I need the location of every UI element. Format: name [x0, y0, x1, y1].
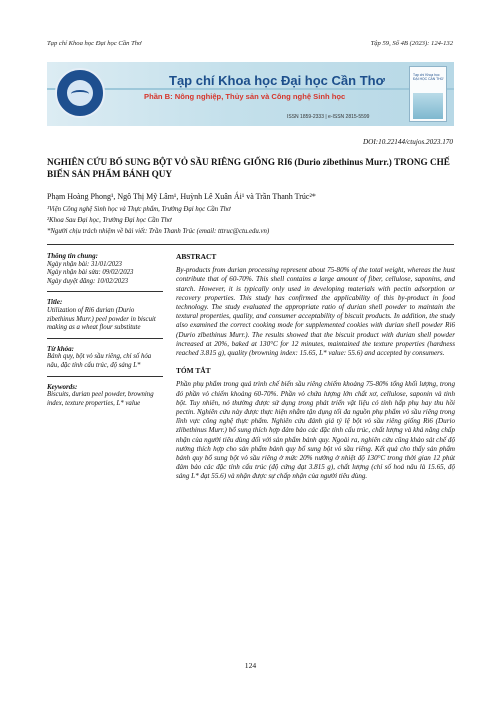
cover-image: [413, 93, 443, 119]
banner-subtitle: Phần B: Nông nghiệp, Thủy sản và Công nghệ Sinh học: [144, 92, 346, 101]
summary-heading: TÓM TẮT: [176, 366, 211, 376]
abstract-column: [176, 252, 455, 482]
divider: [47, 291, 163, 292]
running-header-left: Tạp chí Khoa học Đại học Cần Thơ: [47, 40, 142, 47]
article-info-column: [47, 252, 163, 408]
affiliation-2: ²Khoa Sau Đại học, Trường Đại học Cần Thơ: [47, 217, 172, 224]
keywords-en-heading: Keywords:: [47, 382, 78, 391]
authors: Phạm Hoàng Phong¹, Ngô Thị Mỹ Lâm¹, Huỳnh Lê Xuân Ái¹ và Trần Thanh Trúc²*: [47, 192, 316, 201]
page-number: 124: [244, 661, 257, 670]
divider: [47, 376, 163, 377]
cover-text: Tạp chí Khoa học ĐẠI HỌC CẦN THƠ: [413, 73, 444, 82]
accepted-date: Ngày duyệt đăng: 10/02/2023: [47, 277, 128, 285]
keywords-vi-heading: Từ khóa:: [47, 344, 74, 353]
university-logo-icon: [55, 68, 105, 118]
title-en: Utilization of Ri6 durian (Durio zibethinus Murr.) peel powder in biscuit making as a wheat flour substitute: [47, 306, 156, 332]
affiliation-1: ¹Viện Công nghệ Sinh học và Thực phẩm, Trường Đại học Cần Thơ: [47, 206, 231, 213]
summary-text: Phần phụ phẩm trong quá trình chế biến sầu riêng chiếm khoảng 75-80% tổng khối lượng, trong đó phần vỏ chiếm khoảng 60-70%. Phần vỏ chứa lượng lớn chất xơ, cellulose, saponin và tinh bột. Tuy nhiên, nó thường được sử dụng trong phát triển vật liệu có tính hấp phụ hay thu hồi pectin. Nghiên cứu này được thực hiện nhằm tận dụng tối đa nguồn phụ phẩm vỏ sầu riêng trong lĩnh vực công nghệ thực phẩm. Nghiên cứu đánh giá tỷ lệ bột vỏ sầu riêng giống Ri6 (Durio zlibethinus Murr.) bổ sung thích hợp đảm bảo các đặc tính cấu trúc, chất lượng và khả năng chấp nhận của người tiêu dùng đối với sản phẩm bánh quy. Ngoài ra, nghiên cứu cũng khảo sát chế độ nướng thích hợp cho sản phẩm bánh quy bổ sung bột vỏ sầu riêng. Kết quả cho thấy sản phẩm bánh quy bổ sung bột vỏ sầu riêng ở mức 20% nướng ở nhiệt độ 130°C trong thời gian 12 phút đảm bảo các đặc tính cấu trúc (độ cứng đạt 3.815 g), chất lượng (chỉ số hoá nâu là 15.65, độ sáng L* đạt 55.6) và nhận được sự chấp nhận của người tiêu dùng.: [176, 380, 455, 481]
corresponding-author: *Người chịu trách nhiệm về bài viết: Trần Thanh Trúc (email: tttruc@ctu.edu.vn): [47, 228, 270, 235]
title-en-heading: Title:: [47, 298, 63, 307]
doi: DOI:10.22144/ctujos.2023.170: [362, 138, 453, 146]
banner-title: Tạp chí Khoa học Đại học Cần Thơ: [169, 73, 385, 88]
banner-issn: ISSN 1859-2333 | e-ISSN 2815-5599: [287, 114, 370, 120]
divider: [47, 338, 163, 339]
journal-cover-thumbnail: [409, 66, 447, 122]
received-date: Ngày nhận bài: 31/01/2023: [47, 260, 122, 268]
keywords-en: Biscuits, durian peel powder, browning index, texture properties, L* value: [47, 391, 154, 407]
abstract-heading: ABSTRACT: [176, 252, 217, 261]
banner-stripe: [47, 88, 454, 90]
logo-wave: [71, 90, 89, 98]
general-info-heading: Thông tin chung:: [47, 252, 98, 260]
keywords-vi: Bánh quy, bột vỏ sầu riêng, chỉ số hóa nâu, đặc tính cấu trúc, độ sáng L*: [47, 353, 152, 369]
journal-banner: [47, 62, 454, 126]
paper-title: NGHIÊN CỨU BỔ SUNG BỘT VỎ SẦU RIÊNG GIỐNG RI6 (Durio zibethinus Murr.) TRONG CHẾ BIẾN SẢN PHẨM BÁNH QUY: [47, 157, 450, 179]
abstract-text: By-products from durian processing represent about 75-80% of the total weight, whereas the hust contribute that of 60-70%. This shell contains a large amount of fiber, cellulose, saponins, and starch. However, it is typically only used in developing materials with pectin adsorption or recovery properties. This study has confirmed the applicability of this by-product in food technology. The study evaluated the appropriate ratio of durian shell powder to maintain the textural properties, quality, and consumer acceptability of biscuit products. In addition, the study also examined the correct cooking mode for supplemented cookies with durian shell powder Ri6 (Durio zlbethinus Murr.). The results showed that the biscuit product with durian shell powder increased at 20%, baked at 130°C for 12 minutes, maintained the texture properties (hardness reached 3.815 g), quality (browning index: 15.65, L* value: 55.6) and accepted by consumers.: [176, 266, 455, 358]
running-header-right: Tập 59, Số 4B (2023): 124-132: [370, 40, 453, 47]
header-rule: [47, 244, 454, 245]
revised-date: Ngày nhận bài sửa: 09/02/2023: [47, 269, 134, 277]
